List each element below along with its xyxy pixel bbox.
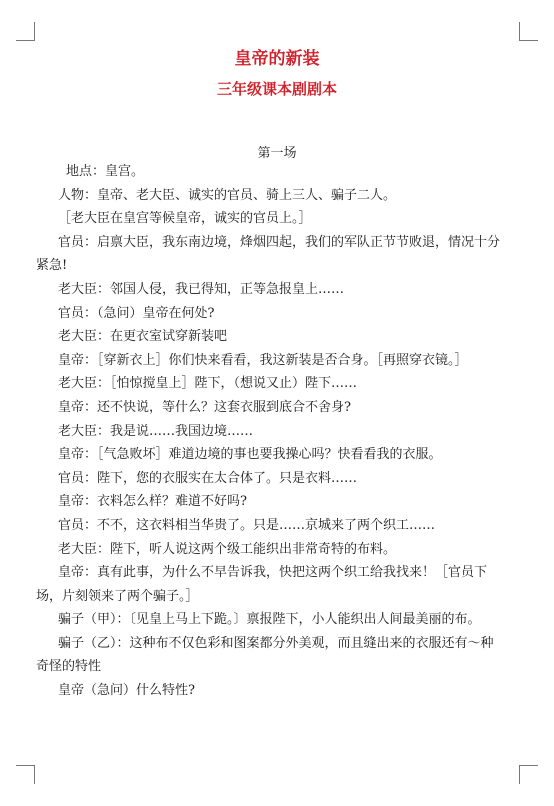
document-subtitle: 三年级课本剧剧本 <box>216 80 337 98</box>
dialogue-line: 老大臣：邻国人侵，我已得知，正等急报皇上…… <box>58 281 345 297</box>
dialogue-line: 皇帝（急问）什么特性? <box>58 683 195 699</box>
crop-mark-top-right <box>519 22 538 41</box>
dialogue-line: 官员：（急问）皇帝在何处? <box>58 305 215 321</box>
dialogue-line: 老大臣：在更衣室试穿新装吧 <box>58 329 228 345</box>
scene-heading: 第一场 <box>257 146 297 161</box>
dialogue-line: 皇帝：衣料怎么样？难道不好吗? <box>58 494 247 510</box>
dialogue-line: 官员：不不，这衣料相当华贵了。只是……京城来了两个织工…… <box>58 517 436 533</box>
dialogue-line: 皇帝：［气急败坏］难道边境的事也要我操心吗？快看看我的衣服。 <box>58 447 442 463</box>
dialogue-line: 官员：启禀大臣，我东南边境，烽烟四起，我们的军队正节节败退，情况十分紧急! <box>36 234 501 274</box>
dialogue-line: 皇帝：还不快说，等什么？这套衣服到底合不舍身? <box>58 399 351 415</box>
dialogue-line: 皇帝：真有此事，为什么不早告诉我，快把这两个织工给我找来！［官员下场，片刻领来了两个骗子。］ <box>36 565 488 604</box>
dialogue-line: 骗子（乙）：这种布不仅色彩和图案都分外美观，而且缝出来的衣服还有～种奇怪的特性 <box>36 635 494 675</box>
crop-mark-bottom-left <box>16 765 35 784</box>
dialogue-line: 官员：陛下，您的衣服实在太合体了。只是衣料…… <box>58 470 358 486</box>
script-line-characters: 人物：皇帝、老大臣、诚实的官员、骑上三人、骗子二人。 <box>58 187 397 203</box>
script-line-location: 地点：皇宫。 <box>66 164 145 179</box>
crop-mark-top-left <box>16 22 35 41</box>
script-body <box>36 160 506 703</box>
dialogue-line: 老大臣：陛下，听人说这两个级工能织出非常奇特的布料。 <box>58 541 397 557</box>
dialogue-line: 老大臣：我是说……我国边境…… <box>58 423 254 439</box>
dialogue-line: 老大臣：［怕惊搅皇上］陛下，（想说又止）陛下…… <box>58 376 358 392</box>
stage-direction: ［老大臣在皇宫等候皇帝，诚实的官员上。］ <box>58 211 312 227</box>
document-title: 皇帝的新装 <box>234 49 320 69</box>
dialogue-line: 皇帝：［穿新衣上］你们快来看看，我这新装是否合身。［再照穿衣镜。］ <box>58 352 468 368</box>
crop-mark-bottom-right <box>519 765 538 784</box>
dialogue-line: 骗子（甲）：〔见皇上马上下跪。〕禀报陛下，小人能织出人间最美丽的布。 <box>58 612 481 628</box>
